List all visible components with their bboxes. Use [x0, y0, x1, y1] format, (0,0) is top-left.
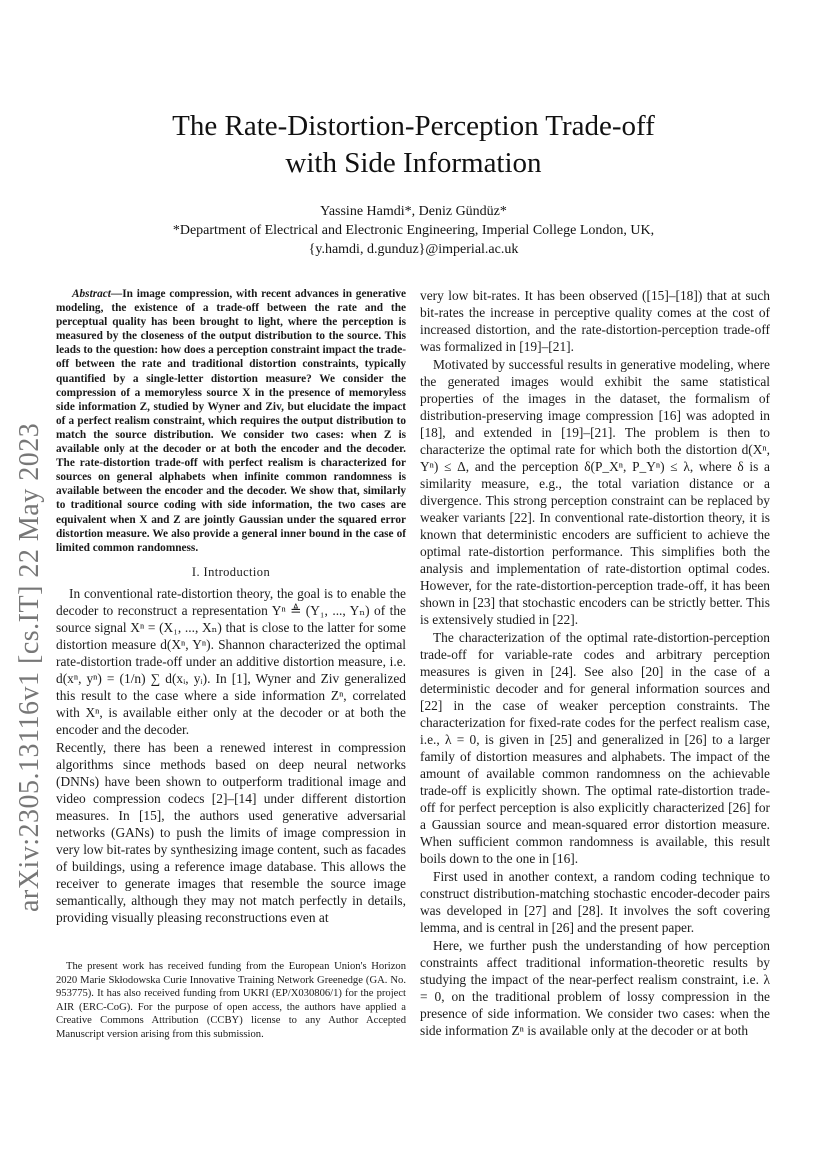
author-names: Yassine Hamdi*, Deniz Gündüz* — [320, 204, 507, 219]
left-paragraph-2: Recently, there has been a renewed interest in compression algorithms since methods based on deep neural networks (DNNs) have been shown to outperform traditional image and video compression codecs [2]–[14] under different distortion measures. In [15], the authors used generative adversarial networks (GANs) to push the limits of image compression in very low bit-rates by synthesizing image content, such as facades of buildings, using a reference image database. This allows the receiver to generate images that resemble the source image semantically, although they may not match perfectly in details, providing visually pleasing reconstructions even at — [56, 739, 406, 925]
right-paragraph-4: First used in another context, a random coding technique to construct distribution-matching stochastic encoder-decoder pairs was developed in [27] and [28]. It involves the soft covering lemma, and is central in [26] and the present paper. — [420, 869, 770, 935]
title-line-2: with Side Information — [285, 147, 542, 179]
right-paragraph-2: Motivated by successful results in generative modeling, where the generated images would exhibit the same statistical properties of the images in the dataset, the formalism of distribution-preserving image compression [16] was adopted in [18], and extended in [19]–[21]. The problem is then to characterize the optimal rate for which both the distortion d(Xⁿ, Yⁿ) ≤ Δ, and the perception δ(P_Xⁿ, P_Yⁿ) ≤ λ, where δ is a similarity measure, e.g., the total variation distance or a divergence. This strong perception constraint can be replaced by weaker variants [22]. In conventional rate-distortion theory, it is known that deterministic encoders are sufficient to achieve the optimal rate-distortion performance. This simplifies both the analysis and implementation of rate-distortion optimal codes. However, for the rate-distortion-perception trade-off, it has been shown in [23] that stochastic encoders can be strictly better. This is extensively studied in [22]. — [420, 357, 770, 627]
section-heading-introduction: I. Introduction — [191, 564, 271, 579]
left-column — [56, 287, 406, 927]
title-line-1: The Rate-Distortion-Perception Trade-off — [172, 110, 655, 142]
funding-footnote: The present work has received funding from the European Union's Horizon 2020 Marie Skłodowska Curie Innovative Training Network Greenedge (GA. No. 953775). It has also received funding from UKRI (EP/X030806/1) for the project AIR (ERC-CoG). For the purpose of open access, the authors have applied a Creative Commons Attribution (CCBY) license to any Author Accepted Manuscript version arising from this submission. — [56, 961, 406, 1040]
author-affiliation: *Department of Electrical and Electronic Engineering, Imperial College London, UK, — [172, 223, 655, 238]
author-block — [60, 202, 767, 259]
arxiv-identifier-stamp: arXiv:2305.13116v1 [cs.IT] 22 May 2023 — [14, 422, 45, 912]
abstract-text: —In image compression, with recent advances in generative modeling, the existence of a trade-off between the rate and the perceptual quality has been brought to light, where the perception is measured by the closeness of the output distribution to the source. This leads to the question: how does a perception constraint impact the trade-off between the rate and traditional distortion constraints, typically quantified by a single-letter distortion measure? We consider the compression of a memoryless source X in the presence of memoryless side information Z, studied by Wyner and Ziv, but elucidate the impact of a perfect realism constraint, which requires the output distribution to match the source distribution. We consider two cases: when Z is available only at the decoder or at both the encoder and the decoder. The rate-distortion trade-off with perfect realism is characterized for sources on general alphabets when infinite common randomness is available between the encoder and the decoder. We show that, similarly to traditional source coding with side information, the two cases are equivalent when X and Z are jointly Gaussian under the squared error distortion measure. We also provide a general inner bound in the case of limited common randomness. — [56, 288, 406, 554]
paper-title — [60, 108, 767, 182]
right-paragraph-5: Here, we further push the understanding of how perception constraints affect traditional information-theoretic results by studying the impact of the near-perfect realism constraint, i.e. λ = 0, on the traditional problem of lossy compression in the presence of side information. We consider two cases: when the side information Zⁿ is available only at the decoder or at both — [420, 938, 770, 1038]
right-paragraph-1: very low bit-rates. It has been observed ([15]–[18]) that at such bit-rates the increase in perceptive quality comes at the cost of increased distortion, and the rate-distortion-perception trade-off was formalized in [19]–[21]. — [420, 288, 770, 354]
abstract-lead: Abstract — [72, 288, 111, 300]
right-column — [420, 287, 770, 1040]
left-paragraph-1: In conventional rate-distortion theory, the goal is to enable the decoder to reconstruct a representation Yⁿ ≜ (Y₁, ..., Yₙ) of the source signal Xⁿ = (X₁, ..., Xₙ) that is close to the latter for some distortion measure d(Xⁿ, Yⁿ). Shannon characterized the optimal rate-distortion trade-off under an additive distortion measure, i.e. d(xⁿ, yⁿ) = (1/n) ∑ d(xᵢ, yᵢ). In [1], Wyner and Ziv generalized this result to the case where a side information Zⁿ, correlated with Xⁿ, is available either only at the decoder or at both the encoder and the decoder. — [56, 585, 406, 737]
author-email: {y.hamdi, d.gunduz}@imperial.ac.uk — [308, 242, 519, 257]
abstract — [56, 287, 406, 555]
right-paragraph-3: The characterization of the optimal rate-distortion-perception trade-off for variable-rate codes and arbitrary perception measures is given in [24]. See also [20] in the case of a deterministic decoder and for general information sources and [22] in the case of weaker perception constraints. The characterization for fixed-rate codes for the perfect realism case, i.e., λ = 0, is given in [25] and generalized in [26] to a larger family of distortion measures and alphabets. The impact of the amount of available common randomness on the achievable trade-off is explicitly shown. The optimal rate-distortion trade-off for perfect perception is also explicitly characterized [26] for a Gaussian source and mean-squared error distortion measure. When sufficient common randomness is available, this result boils down to the one in [16]. — [420, 630, 770, 866]
